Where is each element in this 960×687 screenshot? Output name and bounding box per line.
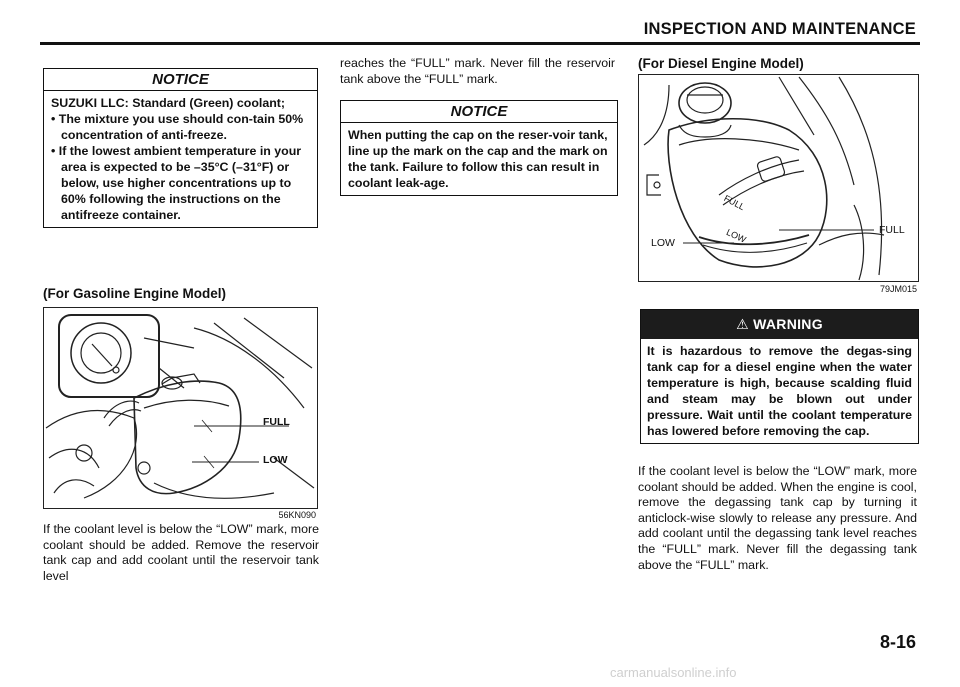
diesel-low-label: LOW [651,237,675,249]
notice-box-coolant [43,68,318,228]
diesel-figure-code: 79JM015 [879,284,917,294]
header-rule [40,42,920,45]
gasoline-figure-code: 56KN090 [278,510,316,520]
notice-heading: NOTICE [44,69,317,91]
diesel-section-heading: (For Diesel Engine Model) [638,56,804,71]
gasoline-low-label: LOW [263,454,288,466]
diesel-tank-illustration [639,75,918,281]
middle-paragraph: reaches the “FULL” mark. Never fill the reservoir tank above the “FULL” mark. [340,56,615,86]
diesel-tank-full-mark: FULL [722,193,747,213]
notice-bullet: • The mixture you use should con-tain 50% concentration of anti-freeze. [51,111,310,143]
diesel-full-label: FULL [879,224,905,236]
notice-body: When putting the cap on the reser-voir tank, line up the mark on the cap and the mark on the tank. Failure to follow this can result in coolant leak-age. [348,128,608,190]
warning-box [640,309,919,444]
watermark: carmanualsonline.info [610,665,737,680]
notice-heading: NOTICE [341,101,617,123]
gasoline-section-heading: (For Gasoline Engine Model) [43,286,227,301]
warning-heading-text: WARNING [753,316,823,332]
page-number: 8-16 [879,632,916,652]
diesel-tank-low-mark: LOW [724,227,748,245]
gasoline-paragraph: If the coolant level is below the “LOW” mark, more coolant should be added. Remove the reservoir tank cap and add coolant until the reservoir tank level [43,522,319,583]
gasoline-reservoir-illustration [44,308,317,508]
notice-body [44,91,317,227]
diesel-paragraph: If the coolant level is below the “LOW” mark, more coolant should be added. When the engine is cool, remove the degassing tank cap by turning it anticlock-wise slowly to release any pressure. And add coolant until the degassing tank level reaches the “FULL” mark. Never fill the degassing tank above the “FULL” mark. [638,464,917,572]
warning-body: It is hazardous to remove the degas-sing tank cap for a diesel engine when the water temperature is high, because scalding fluid and steam may be blown out under pressure. Wait until the coolant temperature has lowered before removing the cap. [647,344,912,438]
warning-heading [641,310,918,339]
warning-triangle-icon: ⚠ [736,316,749,332]
notice-bullet-list [51,111,310,223]
page-header-title: INSPECTION AND MAINTENANCE [643,20,916,38]
notice-bullet: • If the lowest ambient temperature in your area is expected to be –35°C (–31°F) or below, use higher concentrations up to 60% following the instructions on the antifreeze container. [51,143,310,223]
gasoline-reservoir-figure [43,307,318,509]
notice-box-cap [340,100,618,196]
notice-intro: SUZUKI LLC: Standard (Green) coolant; [51,96,286,110]
diesel-tank-figure [638,74,919,282]
gasoline-full-label: FULL [263,416,290,428]
